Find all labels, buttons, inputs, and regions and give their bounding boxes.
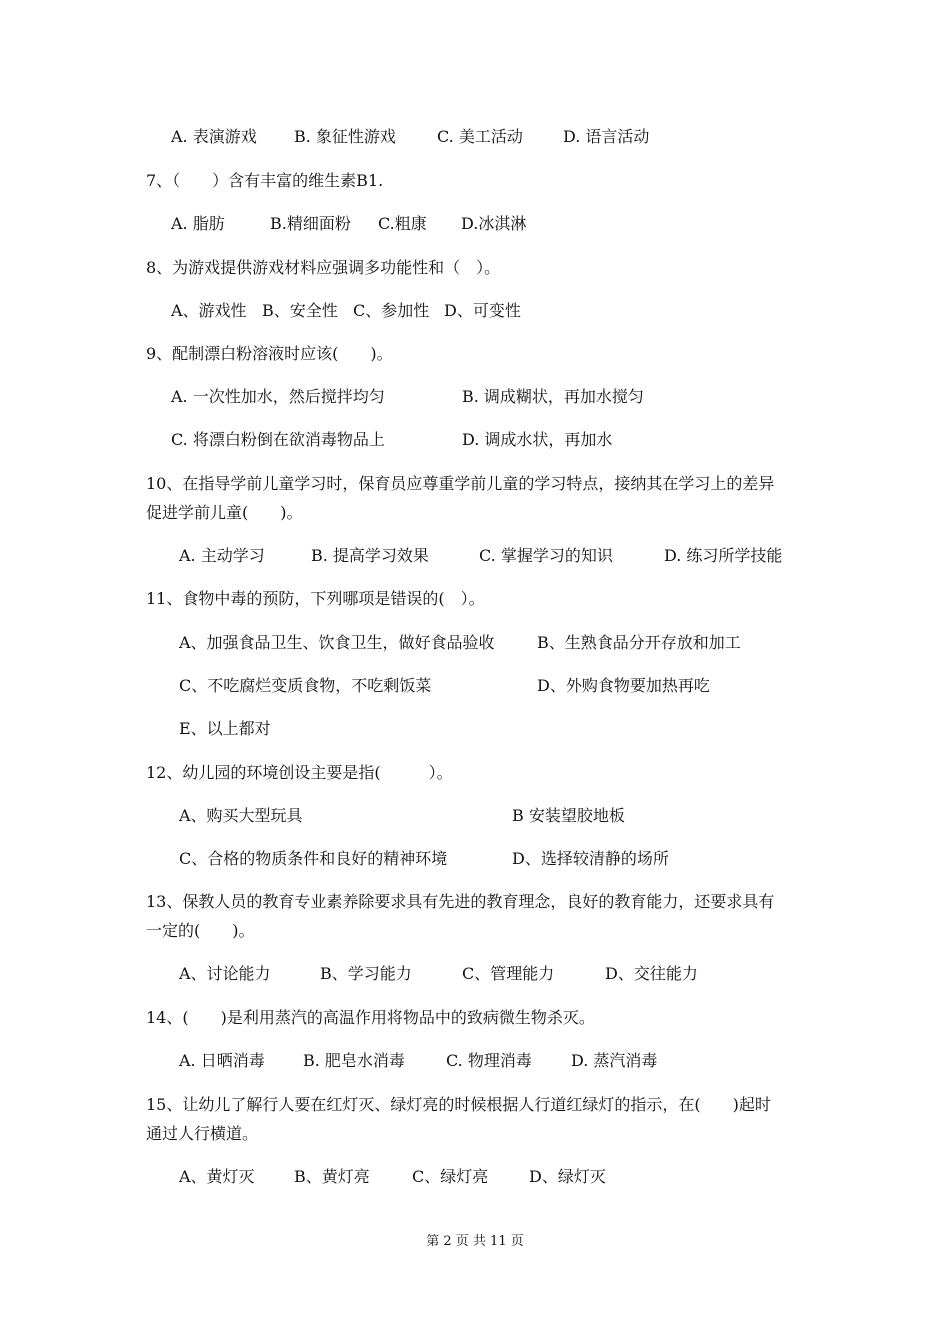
q8-option-c: C、参加性 <box>353 301 430 320</box>
q14-option-d: D. 蒸汽消毒 <box>571 1051 658 1070</box>
q11-option-a: A、加强食品卫生、饮食卫生，做好食品验收 <box>179 633 495 652</box>
q12-option-a: A、购买大型玩具 <box>179 806 303 825</box>
question-8: 8、为游戏提供游戏材料应强调多功能性和（ ）。 <box>146 258 501 277</box>
q15-option-b: B、黄灯亮 <box>294 1167 370 1186</box>
question-9: 9、配制漂白粉溶液时应该( )。 <box>146 344 393 363</box>
q10-option-a: A. 主动学习 <box>179 546 265 565</box>
q10-option-d: D. 练习所学技能 <box>664 546 783 565</box>
q11-option-e: E、以上都对 <box>179 719 271 738</box>
q8-option-a: A、游戏性 <box>171 301 247 320</box>
q13-option-c: C、管理能力 <box>462 964 555 983</box>
question-15-line1: 15、让幼儿了解行人要在红灯灭、绿灯亮的时候根据人行道红绿灯的指示，在( )起时 <box>146 1095 771 1114</box>
q8-option-d: D、可变性 <box>444 301 521 320</box>
q11-option-c: C、不吃腐烂变质食物，不吃剩饭菜 <box>179 676 432 695</box>
q10-option-c: C. 掌握学习的知识 <box>479 546 613 565</box>
question-10-line1: 10、在指导学前儿童学习时，保育员应尊重学前儿童的学习特点，接纳其在学习上的差异 <box>146 474 775 493</box>
question-12: 12、幼儿园的环境创设主要是指( ）。 <box>146 763 453 782</box>
q7-option-b: B.精细面粉 <box>270 214 351 233</box>
q15-option-d: D、绿灯灭 <box>529 1167 606 1186</box>
q13-option-b: B、学习能力 <box>320 964 412 983</box>
q6-option-c: C. 美工活动 <box>437 127 523 146</box>
q6-option-d: D. 语言活动 <box>563 127 650 146</box>
question-13-line2: 一定的( )。 <box>146 921 255 940</box>
q12-option-c: C、合格的物质条件和良好的精神环境 <box>179 849 448 868</box>
q9-option-c: C. 将漂白粉倒在欲消毒物品上 <box>171 430 385 449</box>
question-13-line1: 13、保教人员的教育专业素养除要求具有先进的教育理念，良好的教育能力，还要求具有 <box>146 892 775 911</box>
q12-option-b: B 安装望胶地板 <box>512 806 625 825</box>
q9-option-a: A. 一次性加水，然后搅拌均匀 <box>171 387 385 406</box>
q11-option-b: B、生熟食品分开存放和加工 <box>537 633 741 652</box>
q6-option-a: A. 表演游戏 <box>171 127 257 146</box>
question-10-line2: 促进学前儿童( )。 <box>146 503 303 522</box>
q8-option-b: B、安全性 <box>262 301 338 320</box>
page-number-footer: 第 2 页 共 11 页 <box>426 1234 524 1249</box>
question-14: 14、( )是利用蒸汽的高温作用将物品中的致病微生物杀灭。 <box>146 1008 595 1027</box>
q9-option-b: B. 调成糊状，再加水搅匀 <box>462 387 644 406</box>
question-7: 7、（ ）含有丰富的维生素B1. <box>146 171 384 190</box>
q13-option-a: A、讨论能力 <box>179 964 271 983</box>
q15-option-c: C、绿灯亮 <box>412 1167 489 1186</box>
question-11: 11、食物中毒的预防，下列哪项是错误的( ）。 <box>146 589 485 608</box>
q14-option-a: A. 日晒消毒 <box>179 1051 265 1070</box>
q9-option-d: D. 调成水状，再加水 <box>462 430 613 449</box>
q14-option-c: C. 物理消毒 <box>446 1051 532 1070</box>
q13-option-d: D、交往能力 <box>605 964 698 983</box>
question-15-line2: 通过人行横道。 <box>146 1124 259 1143</box>
q7-option-d: D.冰淇淋 <box>461 214 527 233</box>
q15-option-a: A、黄灯灭 <box>179 1167 255 1186</box>
q10-option-b: B. 提高学习效果 <box>311 546 429 565</box>
q7-option-c: C.粗康 <box>378 214 427 233</box>
q7-option-a: A. 脂肪 <box>171 214 225 233</box>
q14-option-b: B. 肥皂水消毒 <box>303 1051 405 1070</box>
q6-option-b: B. 象征性游戏 <box>294 127 396 146</box>
q12-option-d: D、选择较清静的场所 <box>512 849 669 868</box>
q11-option-d: D、外购食物要加热再吃 <box>537 676 710 695</box>
